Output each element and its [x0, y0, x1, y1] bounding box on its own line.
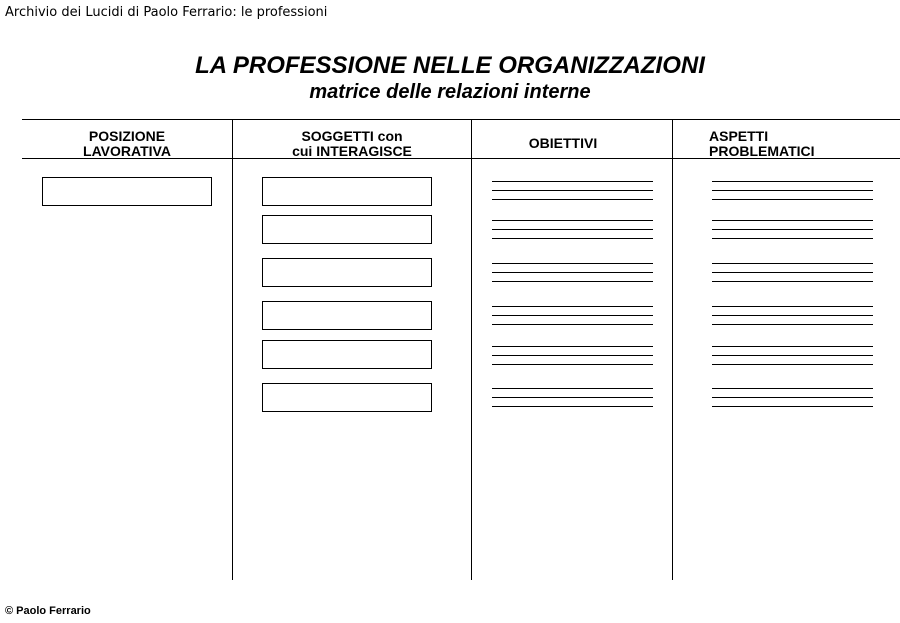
writing-line — [712, 346, 873, 347]
column-header-line: PROBLEMATICI — [709, 143, 815, 159]
writing-line — [492, 346, 653, 347]
column-divider — [672, 119, 673, 580]
writing-line — [492, 238, 653, 239]
writing-line — [712, 324, 873, 325]
column-header-line: SOGGETTI con — [301, 128, 403, 144]
writing-line — [712, 199, 873, 200]
document-header: Archivio dei Lucidi di Paolo Ferrario: le professioni — [5, 5, 328, 20]
column-header-soggetti — [267, 129, 437, 159]
column-header-line: LAVORATIVA — [83, 143, 171, 159]
writing-line — [712, 220, 873, 221]
writing-line — [712, 190, 873, 191]
writing-line — [712, 263, 873, 264]
writing-line — [712, 364, 873, 365]
writing-line — [492, 397, 653, 398]
subject-box — [262, 383, 432, 412]
column-header-line: ASPETTI — [709, 128, 769, 144]
subject-box — [262, 340, 432, 369]
writing-line — [712, 229, 873, 230]
column-divider — [232, 119, 233, 580]
writing-line — [712, 306, 873, 307]
writing-line — [492, 229, 653, 230]
objectives-lines — [492, 0, 653, 623]
writing-line — [712, 281, 873, 282]
page-subtitle: matrice delle relazioni interne — [309, 81, 591, 103]
writing-line — [492, 406, 653, 407]
writing-line — [712, 355, 873, 356]
position-box — [42, 177, 212, 206]
writing-line — [492, 190, 653, 191]
writing-line — [492, 281, 653, 282]
page-title: LA PROFESSIONE NELLE ORGANIZZAZIONI — [195, 52, 705, 79]
writing-line — [712, 181, 873, 182]
problems-lines — [712, 0, 873, 623]
writing-line — [492, 263, 653, 264]
subject-box — [262, 177, 432, 206]
writing-line — [492, 272, 653, 273]
copyright-footer: © Paolo Ferrario — [5, 605, 91, 617]
column-header-line: OBIETTIVI — [528, 135, 598, 151]
writing-line — [712, 397, 873, 398]
writing-line — [492, 199, 653, 200]
column-header-posizione — [72, 129, 182, 159]
writing-line — [492, 220, 653, 221]
column-divider — [471, 119, 472, 580]
writing-line — [492, 355, 653, 356]
writing-line — [492, 388, 653, 389]
subject-box — [262, 301, 432, 330]
writing-line — [712, 388, 873, 389]
column-header-line: cui INTERAGISCE — [292, 143, 412, 159]
writing-line — [492, 181, 653, 182]
writing-line — [712, 315, 873, 316]
subject-box — [262, 215, 432, 244]
writing-line — [492, 306, 653, 307]
writing-line — [492, 315, 653, 316]
writing-line — [492, 364, 653, 365]
writing-line — [712, 238, 873, 239]
writing-line — [492, 324, 653, 325]
writing-line — [712, 272, 873, 273]
subject-box — [262, 258, 432, 287]
column-header-line: POSIZIONE — [88, 128, 166, 144]
writing-line — [712, 406, 873, 407]
